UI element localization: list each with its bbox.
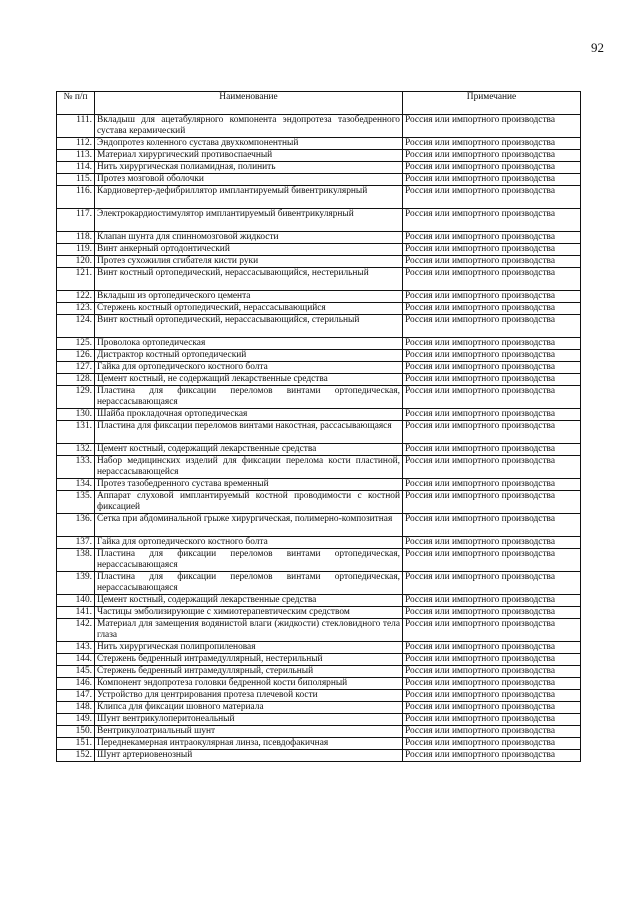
row-number: 116. xyxy=(57,186,95,209)
row-note: Россия или импортного производства xyxy=(403,456,581,479)
row-name: Вентрикулоатриальный шунт xyxy=(95,726,403,738)
row-name: Нить хирургическая полиамидная, полинить xyxy=(95,162,403,174)
row-note: Россия или импортного производства xyxy=(403,244,581,256)
table-row xyxy=(57,374,581,386)
row-number: 144. xyxy=(57,654,95,666)
row-note: Россия или импортного производства xyxy=(403,338,581,350)
row-number: 124. xyxy=(57,315,95,338)
row-name: Вкладыш для ацетабулярного компонента эндопротеза тазобедренного сустава керамический xyxy=(95,115,403,138)
row-note: Россия или импортного производства xyxy=(403,209,581,232)
row-number: 112. xyxy=(57,138,95,150)
row-name: Винт костный ортопедический, нерассасывающийся, нестерильный xyxy=(95,268,403,291)
row-note: Россия или импортного производства xyxy=(403,444,581,456)
row-note: Россия или импортного производства xyxy=(403,549,581,572)
row-note: Россия или импортного производства xyxy=(403,595,581,607)
row-note: Россия или импортного производства xyxy=(403,374,581,386)
row-note: Россия или импортного производства xyxy=(403,115,581,138)
row-name: Стержень бедренный интрамедуллярный, нестерильный xyxy=(95,654,403,666)
table-row xyxy=(57,514,581,537)
table-row xyxy=(57,162,581,174)
row-name: Протез тазобедренного сустава временный xyxy=(95,479,403,491)
row-name: Устройство для центрирования протеза плечевой кости xyxy=(95,690,403,702)
table-row xyxy=(57,444,581,456)
table-row xyxy=(57,654,581,666)
row-note: Россия или импортного производства xyxy=(403,714,581,726)
devices-table xyxy=(56,91,581,762)
row-note: Россия или импортного производства xyxy=(403,409,581,421)
table-row xyxy=(57,702,581,714)
table-row xyxy=(57,362,581,374)
row-name: Протез мозговой оболочки xyxy=(95,174,403,186)
header-num: № п/п xyxy=(57,92,95,115)
row-name: Гайка для ортопедического костного болта xyxy=(95,537,403,549)
row-number: 135. xyxy=(57,491,95,514)
row-number: 142. xyxy=(57,619,95,642)
row-number: 114. xyxy=(57,162,95,174)
row-number: 133. xyxy=(57,456,95,479)
table-row xyxy=(57,186,581,209)
row-number: 146. xyxy=(57,678,95,690)
row-name: Вкладыш из ортопедического цемента xyxy=(95,291,403,303)
header-note: Примечание xyxy=(403,92,581,115)
row-note: Россия или импортного производства xyxy=(403,291,581,303)
row-note: Россия или импортного производства xyxy=(403,750,581,762)
row-name: Цемент костный, не содержащий лекарственные средства xyxy=(95,374,403,386)
row-note: Россия или импортного производства xyxy=(403,256,581,268)
table-row xyxy=(57,138,581,150)
row-name: Компонент эндопротеза головки бедренной кости биполярный xyxy=(95,678,403,690)
table-row xyxy=(57,421,581,444)
row-number: 119. xyxy=(57,244,95,256)
table-row xyxy=(57,315,581,338)
table-row xyxy=(57,268,581,291)
row-number: 120. xyxy=(57,256,95,268)
row-number: 115. xyxy=(57,174,95,186)
row-name: Материал для замещения водянистой влаги (жидкости) стекловидного тела глаза xyxy=(95,619,403,642)
table-row xyxy=(57,386,581,409)
row-number: 117. xyxy=(57,209,95,232)
row-name: Аппарат слуховой имплантируемый костной проводимости с костной фиксацией xyxy=(95,491,403,514)
row-name: Клапан шунта для спинномозговой жидкости xyxy=(95,232,403,244)
row-note: Россия или импортного производства xyxy=(403,268,581,291)
row-note: Россия или импортного производства xyxy=(403,607,581,619)
row-note: Россия или импортного производства xyxy=(403,690,581,702)
row-name: Частицы эмболизирующие с химиотерапевтическим средством xyxy=(95,607,403,619)
row-note: Россия или импортного производства xyxy=(403,350,581,362)
row-note: Россия или импортного производства xyxy=(403,186,581,209)
row-name: Стержень костный ортопедический, нерассасывающийся xyxy=(95,303,403,315)
row-name: Материал хирургический противоспаечный xyxy=(95,150,403,162)
row-number: 143. xyxy=(57,642,95,654)
row-name: Проволока ортопедическая xyxy=(95,338,403,350)
table-row xyxy=(57,244,581,256)
table-row xyxy=(57,150,581,162)
row-note: Россия или импортного производства xyxy=(403,654,581,666)
table-row xyxy=(57,303,581,315)
row-note: Россия или импортного производства xyxy=(403,726,581,738)
row-number: 130. xyxy=(57,409,95,421)
header-name: Наименование xyxy=(95,92,403,115)
row-name: Цемент костный, содержащий лекарственные средства xyxy=(95,595,403,607)
row-note: Россия или импортного производства xyxy=(403,386,581,409)
row-number: 131. xyxy=(57,421,95,444)
row-note: Россия или импортного производства xyxy=(403,150,581,162)
row-note: Россия или импортного производства xyxy=(403,162,581,174)
row-name: Кардиовертер-дефибриллятор имплантируемый бивентрикулярный xyxy=(95,186,403,209)
row-number: 122. xyxy=(57,291,95,303)
row-number: 113. xyxy=(57,150,95,162)
row-number: 151. xyxy=(57,738,95,750)
row-number: 111. xyxy=(57,115,95,138)
row-note: Россия или импортного производства xyxy=(403,174,581,186)
table-row xyxy=(57,607,581,619)
row-name: Шайба прокладочная ортопедическая xyxy=(95,409,403,421)
row-number: 118. xyxy=(57,232,95,244)
row-name: Протез сухожилия сгибателя кисти руки xyxy=(95,256,403,268)
row-number: 126. xyxy=(57,350,95,362)
row-note: Россия или импортного производства xyxy=(403,303,581,315)
row-number: 136. xyxy=(57,514,95,537)
row-name: Цемент костный, содержащий лекарственные средства xyxy=(95,444,403,456)
row-name: Набор медицинских изделий для фиксации перелома кости пластиной, нерассасывающейся xyxy=(95,456,403,479)
row-note: Россия или импортного производства xyxy=(403,678,581,690)
row-name: Пластина для фиксации переломов винтами ортопедическая, нерассасывающаяся xyxy=(95,572,403,595)
row-name: Переднекамерная интраокулярная линза, псевдофакичная xyxy=(95,738,403,750)
row-number: 129. xyxy=(57,386,95,409)
row-number: 147. xyxy=(57,690,95,702)
table-row xyxy=(57,619,581,642)
table-body xyxy=(57,115,581,762)
row-name: Электрокардиостимулятор имплантируемый бивентрикулярный xyxy=(95,209,403,232)
table-row xyxy=(57,174,581,186)
table-row xyxy=(57,350,581,362)
row-number: 148. xyxy=(57,702,95,714)
table-header-row xyxy=(57,92,581,115)
row-number: 145. xyxy=(57,666,95,678)
table-row xyxy=(57,549,581,572)
page-number: 92 xyxy=(591,40,604,55)
row-note: Россия или импортного производства xyxy=(403,479,581,491)
row-name: Пластина для фиксации переломов винтами ортопедическая, нерассасывающаяся xyxy=(95,549,403,572)
row-number: 138. xyxy=(57,549,95,572)
row-name: Шунт артериовенозный xyxy=(95,750,403,762)
table-row xyxy=(57,595,581,607)
table-row xyxy=(57,666,581,678)
table-row xyxy=(57,750,581,762)
table-row xyxy=(57,738,581,750)
row-name: Шунт вентрикулоперитонеальный xyxy=(95,714,403,726)
row-name: Клипса для фиксации шовного материала xyxy=(95,702,403,714)
row-note: Россия или импортного производства xyxy=(403,138,581,150)
row-number: 150. xyxy=(57,726,95,738)
table-row xyxy=(57,409,581,421)
row-name: Пластина для фиксации переломов винтами накостная, рассасывающаяся xyxy=(95,421,403,444)
row-note: Россия или импортного производства xyxy=(403,702,581,714)
row-number: 134. xyxy=(57,479,95,491)
table-row xyxy=(57,537,581,549)
table-row xyxy=(57,291,581,303)
row-number: 140. xyxy=(57,595,95,607)
row-name: Нить хирургическая полипропиленовая xyxy=(95,642,403,654)
row-note: Россия или импортного производства xyxy=(403,619,581,642)
row-note: Россия или импортного производства xyxy=(403,537,581,549)
table-row xyxy=(57,714,581,726)
table-row xyxy=(57,232,581,244)
row-name: Эндопротез коленного сустава двухкомпонентный xyxy=(95,138,403,150)
row-number: 137. xyxy=(57,537,95,549)
table-row xyxy=(57,115,581,138)
row-note: Россия или импортного производства xyxy=(403,572,581,595)
row-name: Винт костный ортопедический, нерассасывающийся, стерильный xyxy=(95,315,403,338)
row-note: Россия или импортного производства xyxy=(403,315,581,338)
row-number: 125. xyxy=(57,338,95,350)
table-row xyxy=(57,479,581,491)
row-number: 152. xyxy=(57,750,95,762)
table-row xyxy=(57,256,581,268)
row-note: Россия или импортного производства xyxy=(403,421,581,444)
table-row xyxy=(57,572,581,595)
row-number: 127. xyxy=(57,362,95,374)
table-row xyxy=(57,678,581,690)
row-number: 121. xyxy=(57,268,95,291)
row-note: Россия или импортного производства xyxy=(403,666,581,678)
table-row xyxy=(57,491,581,514)
row-note: Россия или импортного производства xyxy=(403,738,581,750)
table-row xyxy=(57,642,581,654)
row-note: Россия или импортного производства xyxy=(403,642,581,654)
table-row xyxy=(57,726,581,738)
row-number: 141. xyxy=(57,607,95,619)
row-note: Россия или импортного производства xyxy=(403,232,581,244)
row-name: Винт анкерный ортодонтический xyxy=(95,244,403,256)
row-note: Россия или импортного производства xyxy=(403,362,581,374)
row-number: 128. xyxy=(57,374,95,386)
table-row xyxy=(57,690,581,702)
row-name: Пластина для фиксации переломов винтами ортопедическая, нерассасывающаяся xyxy=(95,386,403,409)
row-number: 132. xyxy=(57,444,95,456)
row-name: Гайка для ортопедического костного болта xyxy=(95,362,403,374)
row-number: 149. xyxy=(57,714,95,726)
row-number: 123. xyxy=(57,303,95,315)
row-name: Сетка при абдоминальной грыже хирургическая, полимерно-композитная xyxy=(95,514,403,537)
table-row xyxy=(57,456,581,479)
table-row xyxy=(57,209,581,232)
row-name: Дистрактор костный ортопедический xyxy=(95,350,403,362)
row-note: Россия или импортного производства xyxy=(403,514,581,537)
row-name: Стержень бедренный интрамедуллярный, стерильный xyxy=(95,666,403,678)
table-row xyxy=(57,338,581,350)
row-note: Россия или импортного производства xyxy=(403,491,581,514)
row-number: 139. xyxy=(57,572,95,595)
